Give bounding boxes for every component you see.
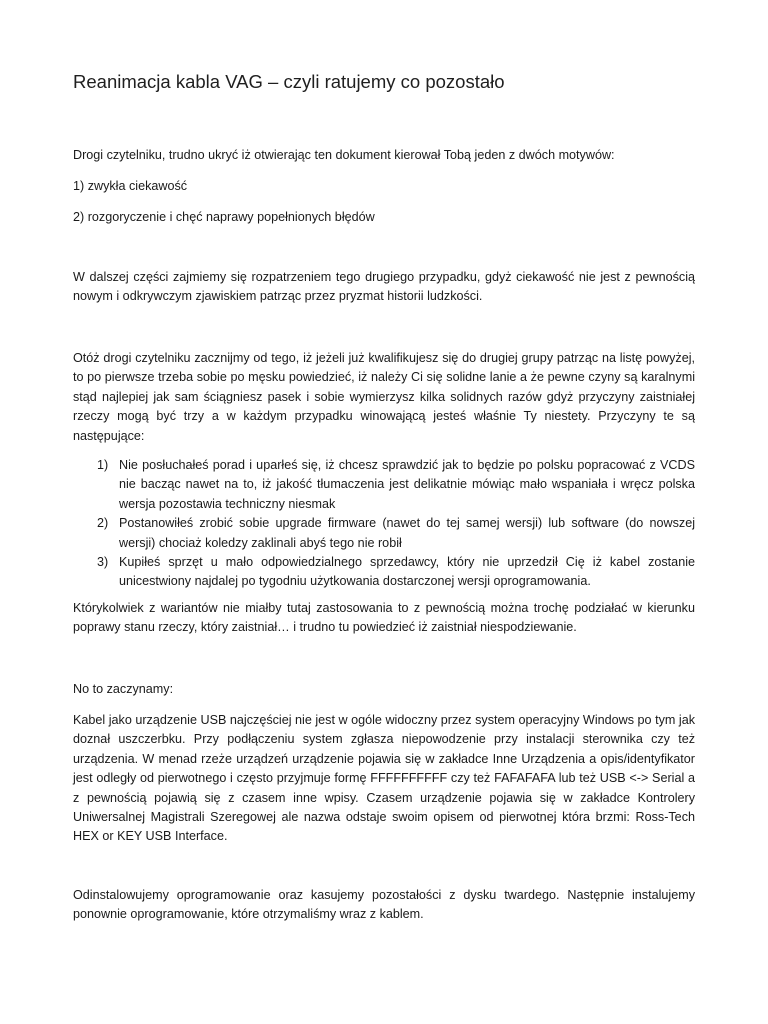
section-heading-start: No to zaczynamy: (73, 682, 174, 696)
causes-list (73, 456, 695, 592)
list-item (73, 456, 695, 514)
list-item-text: Nie posłuchałeś porad i uparłeś się, iż chcesz sprawdzić jak to będzie po polsku popracować z VCDS nie bacząc nawet na to, iż jakość tłumaczenia jest delikatnie mówiąc mało wspaniała i wręcz polska wersja pozostawia techniczny niesmak (119, 458, 695, 511)
further-paragraph: W dalszej części zajmiemy się rozpatrzeniem tego drugiego przypadku, gdyż ciekawość nie jest z pewnością nowym i odkrywczym zjawiskiem patrząc przez pryzmat historii ludzkości. (73, 270, 695, 304)
page-title: Reanimacja kabla VAG – czyli ratujemy co pozostało (73, 71, 505, 92)
list-item-number: 3) (97, 555, 109, 570)
list-item-number: 1) (97, 458, 109, 472)
motive-item-2: 2) rozgoryczenie i chęć naprawy popełnionych błędów (73, 210, 375, 224)
uninstall-paragraph: Odinstalowujemy oprogramowanie oraz kasujemy pozostałości z dysku twardego. Następnie instalujemy ponownie oprogramowanie, które otrzymaliśmy wraz z kablem. (73, 888, 695, 922)
motive-item-1: 1) zwykła ciekawość (73, 179, 188, 193)
list-item (73, 514, 695, 553)
otoz-paragraph: Otóż drogi czytelniku zacznijmy od tego, iż jeżeli już kwalifikujesz się do drugiej grupy patrząc na listę powyżej, to po pierwsze trzeba sobie po męsku powiedzieć, iż należy Ci się solidne lanie a że pewne czyny są karalnymi stąd najlepiej jak sam ściągniesz pasek i sobie wymierzysz kilka solidnych razów gdyż przyczyny zaistniałej rzeczy mogą być trzy a w każdym przypadku winowającą jesteś właśnie Ty niestety. Przyczyny te są następujące: (73, 351, 695, 443)
whichever-paragraph: Którykolwiek z wariantów nie miałby tutaj zastosowania to z pewnością można trochę podziałać w kierunku poprawy stanu rzeczy, który zaistniał… i trudno tu powiedzieć iż zaistniał niespodziewanie. (73, 601, 695, 635)
list-item-text: Kupiłeś sprzęt u mało odpowiedzialnego sprzedawcy, który nie uprzedził Cię iż kabel zostanie unicestwiony najdalej po tygodniu użytkowania dostarczonej wersji oprogramowania. (119, 555, 695, 589)
cable-paragraph: Kabel jako urządzenie USB najczęściej nie jest w ogóle widoczny przez system operacyjny Windows po tym jak doznał uszczerbku. Przy podłączeniu system zgłasza niepowodzenie przy instalacji sterownika czy też urządzenia. W menad rzeże urządzeń urządzenie pojawia się w zakładce Inne Urządzenia a opis/identyfikator jest odległy od pierwotnego i często przyjmuje formę FFFFFFFFFF czy też FAFAFAFA lub też USB <-> Serial a z pewnością pojawią się z czasem inne wpisy. Czasem urządzenie pojawia się w zakładce Kontrolery Uniwersalnej Magistrali Szeregowej ale nazwa odstaje swoim opisem od pierwotnej która brzmi: Ross-Tech HEX or KEY USB Interface. (73, 713, 695, 844)
list-item-number: 2) (97, 516, 109, 531)
intro-paragraph: Drogi czytelniku, trudno ukryć iż otwierając ten dokument kierował Tobą jeden z dwóch motywów: (73, 148, 615, 162)
list-item (73, 553, 695, 592)
list-item-text: Postanowiłeś zrobić sobie upgrade firmware (nawet do tej samej wersji) lub software (do nowszej wersji) chociaż koledzy zaklinali abyś tego nie robił (119, 516, 695, 550)
